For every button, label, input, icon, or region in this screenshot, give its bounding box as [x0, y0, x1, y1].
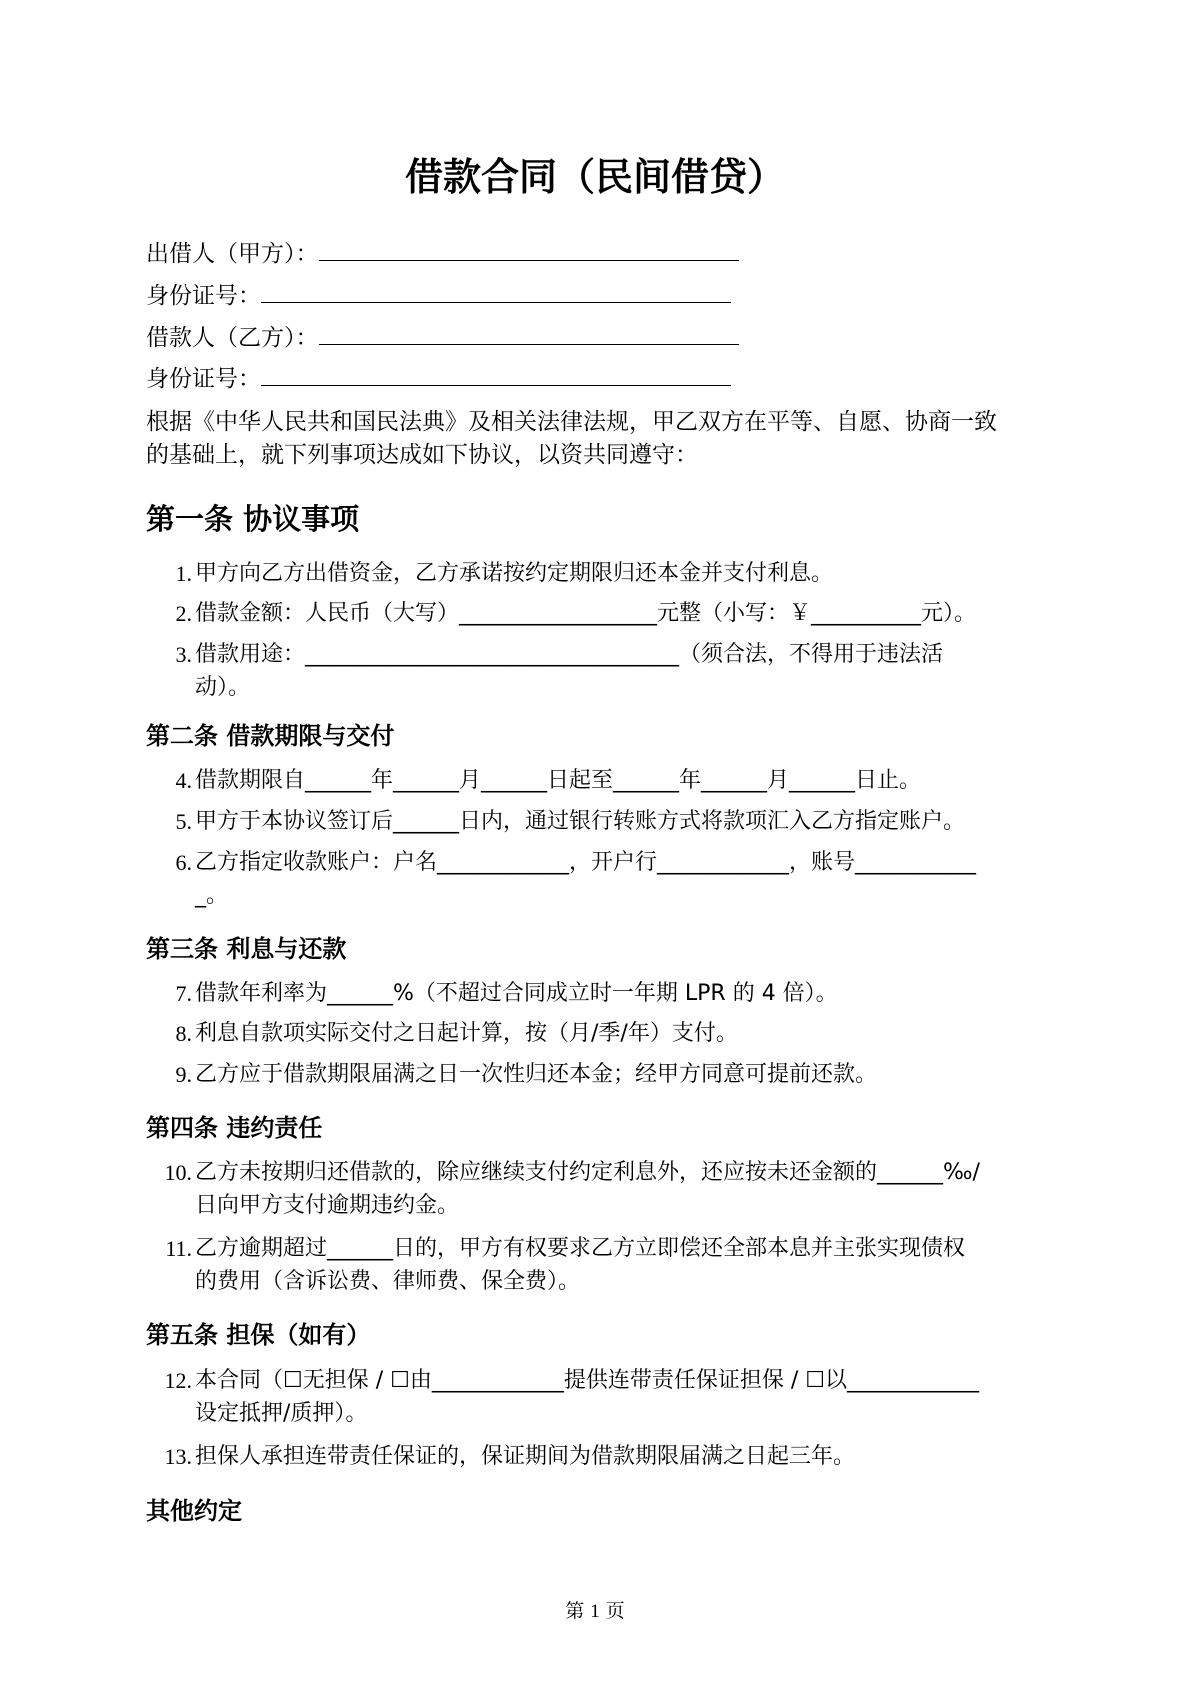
borrower-id-blank[interactable] — [261, 361, 731, 386]
clause-text-continued: 的费用（含诉讼费、律师费、保全费）。 — [195, 1269, 581, 1294]
clause-text: 借款期限自______年______月______日起至______年______月______日止。 — [195, 768, 922, 793]
clause-text-continued: 日向甲方支付逾期违约金。 — [195, 1193, 460, 1218]
clause-number: 13. — [164, 1444, 192, 1469]
clause-number: 12. — [164, 1368, 192, 1393]
document-title: 借款合同（民间借贷） — [404, 155, 785, 199]
clause-text: 甲方向乙方出借资金，乙方承诺按约定期限归还本金并支付利息。 — [195, 561, 834, 586]
section-heading-5: 第五条 担保（如有） — [146, 1321, 371, 1349]
lender-id-line — [146, 278, 731, 313]
page-number — [0, 1596, 1190, 1623]
clause-text: 乙方未按期归还借款的，除应继续支付约定利息外，还应按未还金额的______‰/ — [195, 1160, 980, 1185]
clause-number: 9. — [175, 1062, 192, 1087]
clause-number: 6. — [175, 850, 192, 875]
lender-line — [146, 236, 739, 271]
borrower-id-line — [146, 361, 731, 396]
page-prefix: 第 — [565, 1600, 585, 1622]
lender-blank[interactable] — [319, 236, 739, 261]
lender-id-label: 身份证号： — [146, 283, 261, 309]
borrower-line — [146, 320, 739, 355]
borrower-blank[interactable] — [319, 320, 739, 345]
clause-number: 1. — [175, 561, 192, 586]
clause-text: 乙方逾期超过______日的，甲方有权要求乙方立即偿还全部本息并主张实现债权 — [195, 1236, 966, 1261]
clause-text: 借款用途：__________________________________（须合法，不得用于违法活 — [195, 642, 944, 667]
lender-label: 出借人（甲方）： — [146, 241, 319, 267]
clause-text: 乙方指定收款账户：户名____________，开户行____________，账号___________ — [195, 850, 977, 875]
clause-text-continued: 设定抵押/质押）。 — [195, 1401, 368, 1426]
clause-text: 借款金额：人民币（大写）__________________元整（小写：￥__________元）。 — [195, 601, 977, 626]
section-heading-3: 第三条 利息与还款 — [146, 935, 347, 963]
page-number-value: 1 — [590, 1601, 600, 1622]
clause-number: 7. — [175, 981, 192, 1006]
borrower-id-label: 身份证号： — [146, 366, 261, 392]
clause-text: 担保人承担连带责任保证的，保证期间为借款期限届满之日起三年。 — [195, 1444, 856, 1469]
clause-number: 11. — [165, 1236, 192, 1261]
clause-text: 利息自款项实际交付之日起计算，按（月/季/年）支付。 — [195, 1021, 738, 1046]
section-heading-1: 第一条 协议事项 — [146, 502, 360, 536]
clause-number: 3. — [175, 642, 192, 667]
section-heading-2: 第二条 借款期限与交付 — [146, 722, 395, 750]
lender-id-blank[interactable] — [261, 278, 731, 303]
borrower-label: 借款人（乙方）： — [146, 325, 319, 351]
other-heading: 其他约定 — [146, 1497, 242, 1525]
clause-text: 借款年利率为______%（不超过合同成立时一年期 LPR 的 4 倍）。 — [195, 981, 838, 1006]
section-heading-4: 第四条 违约责任 — [146, 1114, 323, 1142]
clause-number: 5. — [175, 809, 192, 834]
clause-text: 乙方应于借款期限届满之日一次性归还本金；经甲方同意可提前还款。 — [195, 1062, 878, 1087]
clause-number: 4. — [175, 768, 192, 793]
clause-number: 2. — [175, 601, 192, 626]
clause-number: 10. — [164, 1160, 192, 1185]
preamble-line-1: 根据《中华人民共和国民法典》及相关法律法规，甲乙双方在平等、自愿、协商一致 — [146, 409, 997, 435]
clause-text: 甲方于本协议签订后______日内，通过银行转账方式将款项汇入乙方指定账户。 — [195, 809, 966, 834]
clause-number: 8. — [175, 1021, 192, 1046]
clause-text-continued: _。 — [195, 883, 229, 908]
clause-text-continued: 动）。 — [195, 675, 251, 700]
clause-text: 本合同（☐无担保 / ☐由____________提供连带责任保证担保 / ☐以____________ — [195, 1368, 979, 1393]
page-suffix: 页 — [605, 1600, 625, 1622]
preamble-line-2: 的基础上，就下列事项达成如下协议，以资共同遵守： — [146, 442, 698, 468]
